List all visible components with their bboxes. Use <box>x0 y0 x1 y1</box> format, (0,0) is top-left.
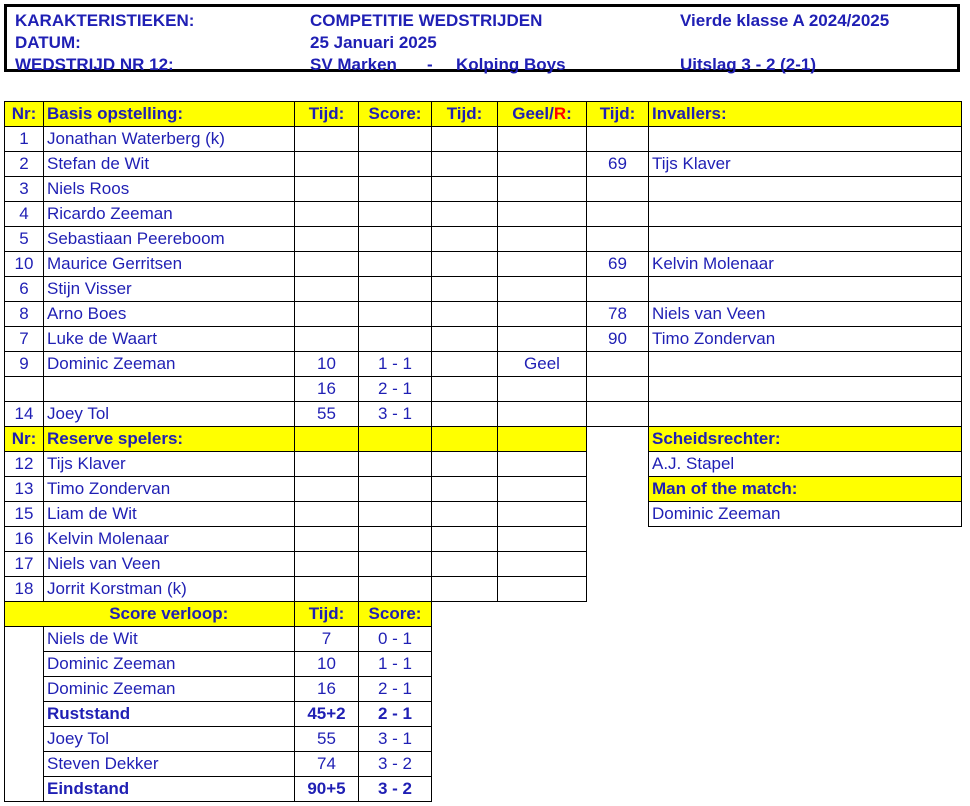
empty-cell <box>359 502 432 527</box>
verloop-margin <box>5 777 44 802</box>
verloop-name: Steven Dekker <box>44 752 295 777</box>
tijd2-header: Tijd: <box>432 102 498 127</box>
verloop-time: 90+5 <box>295 777 359 802</box>
verloop-time: 55 <box>295 727 359 752</box>
gap-cell <box>587 727 649 752</box>
card-time <box>432 227 498 252</box>
goal-time <box>295 227 359 252</box>
goal-time <box>295 202 359 227</box>
gap-cell <box>649 627 962 652</box>
match-header <box>4 4 960 72</box>
card <box>498 227 587 252</box>
verloop-margin <box>5 677 44 702</box>
empty-cell <box>498 452 587 477</box>
player-name <box>44 377 295 402</box>
card-colon: : <box>566 104 572 123</box>
goal-score <box>359 227 432 252</box>
goal-time <box>295 127 359 152</box>
goal-score: 3 - 1 <box>359 402 432 427</box>
sub-time <box>587 377 649 402</box>
goal-time <box>295 302 359 327</box>
empty-cell <box>295 502 359 527</box>
player-row <box>5 352 962 377</box>
card <box>498 377 587 402</box>
empty-cell <box>498 552 587 577</box>
team-dash: - <box>427 55 433 74</box>
nr-header: Nr: <box>5 102 44 127</box>
gap-cell <box>587 777 649 802</box>
gap-cell <box>649 702 962 727</box>
goal-score <box>359 127 432 152</box>
wedstrijd-label: WEDSTRIJD NR 12: <box>15 55 174 74</box>
reserve-nr: 12 <box>5 452 44 477</box>
verloop-row <box>5 777 962 802</box>
player-name: Ricardo Zeeman <box>44 202 295 227</box>
gap-cell <box>432 602 498 627</box>
reserve-nr: 17 <box>5 552 44 577</box>
substitute <box>649 202 962 227</box>
gap-cell <box>649 727 962 752</box>
gap-cell <box>649 752 962 777</box>
substitute <box>649 277 962 302</box>
verloop-score: 1 - 1 <box>359 652 432 677</box>
gap-cell <box>587 652 649 677</box>
verloop-header-row <box>5 602 962 627</box>
goal-time <box>295 177 359 202</box>
substitute <box>649 177 962 202</box>
sub-time <box>587 202 649 227</box>
reserve-row <box>5 552 962 577</box>
player-name: Sebastiaan Peereboom <box>44 227 295 252</box>
away-team: Kolping Boys <box>456 55 566 74</box>
gap-cell <box>432 777 498 802</box>
player-row <box>5 127 962 152</box>
empty-cell <box>359 452 432 477</box>
verloop-row <box>5 752 962 777</box>
match-date: 25 Januari 2025 <box>310 33 437 52</box>
player-nr: 9 <box>5 352 44 377</box>
card: Geel <box>498 352 587 377</box>
card <box>498 152 587 177</box>
verloop-name: Dominic Zeeman <box>44 677 295 702</box>
player-name: Stefan de Wit <box>44 152 295 177</box>
card <box>498 402 587 427</box>
empty-cell <box>359 527 432 552</box>
empty-cell <box>359 577 432 602</box>
card <box>498 127 587 152</box>
verloop-time: 74 <box>295 752 359 777</box>
gap-cell <box>498 677 587 702</box>
gap-cell <box>587 452 649 477</box>
player-name: Luke de Waart <box>44 327 295 352</box>
goal-time <box>295 152 359 177</box>
gap-cell <box>498 602 587 627</box>
player-nr <box>5 377 44 402</box>
scheids-label: Scheidsrechter: <box>649 427 962 452</box>
sub-time <box>587 127 649 152</box>
reserve-row <box>5 577 962 602</box>
substitute <box>649 377 962 402</box>
gap-cell <box>432 652 498 677</box>
reserve-fill <box>498 427 587 452</box>
reserve-nr-header: Nr: <box>5 427 44 452</box>
goal-time: 16 <box>295 377 359 402</box>
reserve-nr: 16 <box>5 527 44 552</box>
gap-cell <box>587 427 649 452</box>
empty-cell <box>295 477 359 502</box>
verloop-row <box>5 702 962 727</box>
geel-label: Geel/ <box>512 104 554 123</box>
card-time <box>432 377 498 402</box>
empty-cell <box>295 452 359 477</box>
card <box>498 277 587 302</box>
player-row <box>5 252 962 277</box>
invallers-header: Invallers: <box>649 102 962 127</box>
verloop-score: 2 - 1 <box>359 702 432 727</box>
sub-time <box>587 227 649 252</box>
player-nr: 6 <box>5 277 44 302</box>
gap-cell <box>498 627 587 652</box>
score-header: Score: <box>359 102 432 127</box>
verloop-score: 0 - 1 <box>359 627 432 652</box>
gap-cell <box>649 602 962 627</box>
reserve-header-row <box>5 427 962 452</box>
player-name: Jonathan Waterberg (k) <box>44 127 295 152</box>
verloop-margin <box>5 652 44 677</box>
verloop-time: 16 <box>295 677 359 702</box>
competitie-title: COMPETITIE WEDSTRIJDEN <box>310 11 543 30</box>
verloop-time: 7 <box>295 627 359 652</box>
gap-cell <box>587 552 649 577</box>
player-row <box>5 152 962 177</box>
gap-cell <box>498 777 587 802</box>
player-row <box>5 227 962 252</box>
sub-time <box>587 277 649 302</box>
reserve-fill <box>295 427 359 452</box>
gap-cell <box>432 702 498 727</box>
verloop-name: Dominic Zeeman <box>44 652 295 677</box>
substitute: Kelvin Molenaar <box>649 252 962 277</box>
player-nr: 1 <box>5 127 44 152</box>
reserve-header: Reserve spelers: <box>44 427 295 452</box>
tijd-header: Tijd: <box>295 102 359 127</box>
empty-cell <box>359 477 432 502</box>
reserve-fill <box>359 427 432 452</box>
gap-cell <box>649 527 962 552</box>
card-time <box>432 402 498 427</box>
sub-time <box>587 402 649 427</box>
reserve-row <box>5 527 962 552</box>
basis-header: Basis opstelling: <box>44 102 295 127</box>
player-nr: 2 <box>5 152 44 177</box>
sub-time: 69 <box>587 152 649 177</box>
empty-cell <box>498 477 587 502</box>
verloop-margin <box>5 727 44 752</box>
card-time <box>432 302 498 327</box>
gap-cell <box>587 527 649 552</box>
gap-cell <box>587 627 649 652</box>
column-header-row <box>5 102 962 127</box>
player-name: Stijn Visser <box>44 277 295 302</box>
empty-cell <box>295 552 359 577</box>
empty-cell <box>498 502 587 527</box>
klasse-season: Vierde klasse A 2024/2025 <box>680 11 890 30</box>
scheids-name: A.J. Stapel <box>649 452 962 477</box>
substitute <box>649 352 962 377</box>
empty-cell <box>295 577 359 602</box>
reserve-nr: 18 <box>5 577 44 602</box>
reserve-nr: 13 <box>5 477 44 502</box>
card-time <box>432 352 498 377</box>
empty-cell <box>498 577 587 602</box>
player-name: Dominic Zeeman <box>44 352 295 377</box>
gap-cell <box>498 727 587 752</box>
player-row <box>5 402 962 427</box>
verloop-header: Score verloop: <box>44 602 295 627</box>
gap-cell <box>498 702 587 727</box>
gap-cell <box>587 602 649 627</box>
goal-time <box>295 327 359 352</box>
motm-name: Dominic Zeeman <box>649 502 962 527</box>
empty-cell <box>432 527 498 552</box>
substitute: Timo Zondervan <box>649 327 962 352</box>
card <box>498 327 587 352</box>
card-time <box>432 177 498 202</box>
gap-cell <box>432 727 498 752</box>
player-name: Maurice Gerritsen <box>44 252 295 277</box>
uitslag: Uitslag 3 - 2 (2-1) <box>680 55 817 74</box>
empty-cell <box>432 477 498 502</box>
player-nr: 8 <box>5 302 44 327</box>
lineup-table <box>4 101 962 802</box>
substitute: Tijs Klaver <box>649 152 962 177</box>
verloop-name: Eindstand <box>44 777 295 802</box>
verloop-tijd-header: Tijd: <box>295 602 359 627</box>
player-row <box>5 177 962 202</box>
datum-label: DATUM: <box>15 33 81 52</box>
verloop-score: 2 - 1 <box>359 677 432 702</box>
reserve-row <box>5 502 962 527</box>
gap-cell <box>649 552 962 577</box>
substitute <box>649 402 962 427</box>
verloop-margin <box>5 752 44 777</box>
sub-time: 90 <box>587 327 649 352</box>
substitute <box>649 227 962 252</box>
verloop-time: 10 <box>295 652 359 677</box>
empty-cell <box>432 577 498 602</box>
card <box>498 252 587 277</box>
empty-cell <box>432 552 498 577</box>
goal-time <box>295 277 359 302</box>
player-name: Joey Tol <box>44 402 295 427</box>
reserve-fill <box>432 427 498 452</box>
verloop-margin <box>5 702 44 727</box>
verloop-name: Niels de Wit <box>44 627 295 652</box>
karakteristieken-label: KARAKTERISTIEKEN: <box>15 11 195 30</box>
reserve-row <box>5 477 962 502</box>
goal-time: 10 <box>295 352 359 377</box>
card-time <box>432 252 498 277</box>
tijd3-header: Tijd: <box>587 102 649 127</box>
card <box>498 177 587 202</box>
substitute: Niels van Veen <box>649 302 962 327</box>
sub-time <box>587 177 649 202</box>
goal-score: 1 - 1 <box>359 352 432 377</box>
verloop-name: Joey Tol <box>44 727 295 752</box>
card-time <box>432 327 498 352</box>
player-nr: 5 <box>5 227 44 252</box>
verloop-row <box>5 627 962 652</box>
reserve-name: Jorrit Korstman (k) <box>44 577 295 602</box>
reserve-row <box>5 452 962 477</box>
gap-cell <box>432 677 498 702</box>
player-name: Niels Roos <box>44 177 295 202</box>
goal-time <box>295 252 359 277</box>
verloop-score: 3 - 2 <box>359 777 432 802</box>
gap-cell <box>587 577 649 602</box>
sub-time <box>587 352 649 377</box>
gap-cell <box>498 652 587 677</box>
player-row <box>5 327 962 352</box>
goal-score <box>359 277 432 302</box>
gap-cell <box>649 677 962 702</box>
card-time <box>432 277 498 302</box>
card <box>498 202 587 227</box>
verloop-fill <box>5 602 44 627</box>
player-name: Arno Boes <box>44 302 295 327</box>
reserve-name: Kelvin Molenaar <box>44 527 295 552</box>
gap-cell <box>587 502 649 527</box>
reserve-nr: 15 <box>5 502 44 527</box>
gap-cell <box>587 702 649 727</box>
empty-cell <box>432 452 498 477</box>
empty-cell <box>432 502 498 527</box>
card-time <box>432 152 498 177</box>
substitute <box>649 127 962 152</box>
verloop-name: Ruststand <box>44 702 295 727</box>
gap-cell <box>649 577 962 602</box>
empty-cell <box>359 552 432 577</box>
gap-cell <box>432 752 498 777</box>
gap-cell <box>649 652 962 677</box>
card-header <box>498 102 587 127</box>
card-time <box>432 202 498 227</box>
reserve-name: Timo Zondervan <box>44 477 295 502</box>
player-nr: 3 <box>5 177 44 202</box>
verloop-row <box>5 652 962 677</box>
verloop-score: 3 - 1 <box>359 727 432 752</box>
player-nr: 7 <box>5 327 44 352</box>
sub-time: 69 <box>587 252 649 277</box>
goal-time: 55 <box>295 402 359 427</box>
goal-score <box>359 302 432 327</box>
reserve-name: Tijs Klaver <box>44 452 295 477</box>
player-nr: 4 <box>5 202 44 227</box>
empty-cell <box>295 527 359 552</box>
verloop-time: 45+2 <box>295 702 359 727</box>
player-row <box>5 377 962 402</box>
verloop-row <box>5 727 962 752</box>
verloop-score-header: Score: <box>359 602 432 627</box>
empty-cell <box>498 527 587 552</box>
gap-cell <box>587 677 649 702</box>
rood-label: R <box>553 104 567 123</box>
motm-label: Man of the match: <box>649 477 962 502</box>
gap-cell <box>587 752 649 777</box>
gap-cell <box>498 752 587 777</box>
verloop-margin <box>5 627 44 652</box>
card <box>498 302 587 327</box>
gap-cell <box>587 477 649 502</box>
reserve-name: Niels van Veen <box>44 552 295 577</box>
player-row <box>5 302 962 327</box>
goal-score <box>359 177 432 202</box>
goal-score <box>359 202 432 227</box>
verloop-score: 3 - 2 <box>359 752 432 777</box>
goal-score <box>359 152 432 177</box>
player-nr: 14 <box>5 402 44 427</box>
sub-time: 78 <box>587 302 649 327</box>
player-row <box>5 277 962 302</box>
gap-cell <box>432 627 498 652</box>
player-nr: 10 <box>5 252 44 277</box>
home-team: SV Marken <box>310 55 397 74</box>
goal-score <box>359 327 432 352</box>
reserve-name: Liam de Wit <box>44 502 295 527</box>
verloop-row <box>5 677 962 702</box>
player-row <box>5 202 962 227</box>
goal-score <box>359 252 432 277</box>
gap-cell <box>649 777 962 802</box>
goal-score: 2 - 1 <box>359 377 432 402</box>
card-time <box>432 127 498 152</box>
